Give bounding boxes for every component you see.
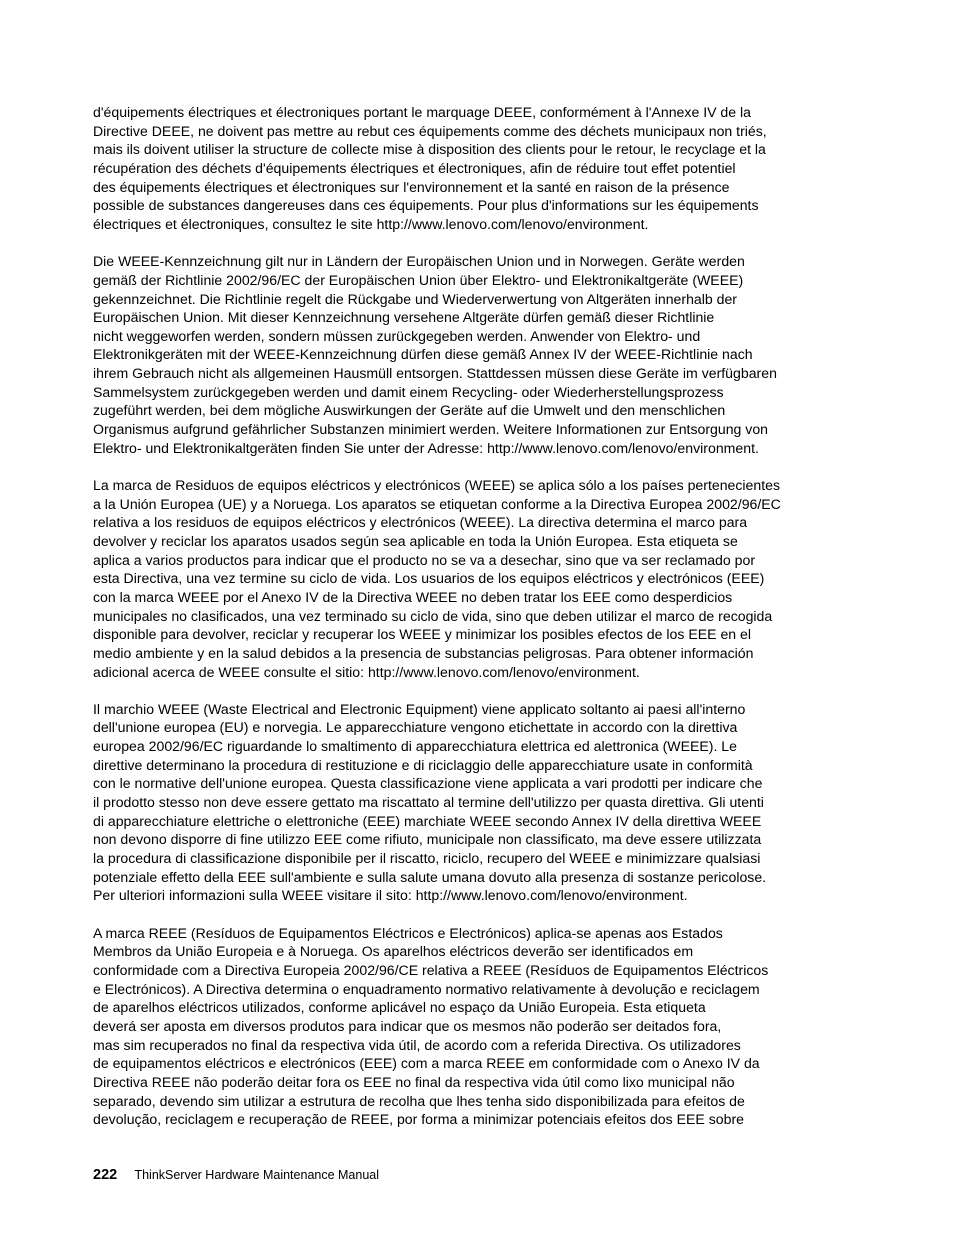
text-line: Sammelsystem zurückgegeben werden und damit einem Recycling- oder Wiederherstellungsprozess <box>93 383 724 400</box>
page-number: 222 <box>93 1167 118 1183</box>
text-line: mais ils doivent utiliser la structure de collecte mise à disposition des clients pour le retour, le recyclage et la <box>93 141 766 158</box>
text-line: de aparelhos eléctricos utilizados, conforme aplicável no espaço da União Europeia. Esta etiqueta <box>93 999 706 1016</box>
text-line: esta Directiva, una vez termine su ciclo de vida. Los usuarios de los equipos eléctricos y electrónicos (EEE) <box>93 570 765 587</box>
text-line: separado, devendo sim utilizar a estrutura de recolha que lhes tenha sido disponibilizada para efeitos de <box>93 1092 745 1109</box>
text-line: gekennzeichnet. Die Richtlinie regelt die Rückgabe und Wiederverwertung von Altgeräten innerhalb der <box>93 290 737 307</box>
text-line: con le normative dell'unione europea. Questa classificazione viene applicata a vari prodotti per indicare che <box>93 775 763 792</box>
text-line: conformidade com a Directiva Europeia 2002/96/CE relativa a REEE (Resíduos de Equipamentos Eléctricos <box>93 961 769 978</box>
text-line: dell'unione europea (EU) e norvegia. Le apparecchiature vengono etichettate in accordo con la direttiva <box>93 719 738 736</box>
text-line: nicht weggeworfen werden, sondern müssen zurückgegeben werden. Anwender von Elektro- und <box>93 327 701 344</box>
text-line: Europäischen Union. Mit dieser Kennzeichnung versehene Altgeräte dürfen gemäß dieser Richtlinie <box>93 309 715 326</box>
document-body <box>93 103 848 1147</box>
text-line: adicional acerca de WEEE consulte el sitio: http://www.lenovo.com/lenovo/environment. <box>93 663 640 680</box>
text-line: Elektronikgeräten mit der WEEE-Kennzeichnung dürfen diese gemäß Annex IV der WEEE-Richtlinie nach <box>93 346 753 363</box>
text-line: devolver y reciclar los aparatos usados según sea aplicable en toda la Unión Europea. Esta etiqueta se <box>93 532 738 549</box>
text-line: il prodotto stesso non deve essere gettato ma riscattato al termine dell'utilizzo per quasta direttiva. Gli utenti <box>93 794 764 811</box>
text-line: récupération des déchets d'équipements électriques et électroniques, afin de réduire tout effet potentiel <box>93 159 736 176</box>
text-line: mas sim recuperados no final da respectiva vida útil, de acordo com a referida Directiva. Os utilizadores <box>93 1036 741 1053</box>
paragraph-german <box>93 252 848 457</box>
text-line: e Electrónicos). A Directiva determina o enquadramento normativo relativamente à devolução e reciclagem <box>93 980 760 997</box>
text-line: medio ambiente y en la salud debidos a la presencia de substancias peligrosas. Para obtener información <box>93 644 754 661</box>
text-line: A marca REEE (Resíduos de Equipamentos Eléctricos e Electrónicos) aplica-se apenas aos Estados <box>93 924 723 941</box>
text-line: Elektro- und Elektronikaltgeräten finden Sie unter der Adresse: http://www.lenovo.com/lenovo/environment. <box>93 439 759 456</box>
text-line: Directiva REEE não poderão deitar fora os EEE no final da respectiva vida útil como lixo municipal não <box>93 1073 735 1090</box>
text-line: di apparecchiature elettriche o elettroniche (EEE) marchiate WEEE secondo Annex IV della direttiva WEEE <box>93 812 762 829</box>
text-line: d'équipements électriques et électroniques portant le marquage DEEE, conformément à l'Annexe IV de la <box>93 104 751 120</box>
text-line: relativa a los residuos de equipos eléctricos y electrónicos (WEEE). La directiva determina el marco para <box>93 514 748 531</box>
text-line: Membros da União Europeia e à Noruega. Os aparelhos eléctricos deverão ser identificados em <box>93 943 694 960</box>
text-line: électriques et électroniques, consultez le site http://www.lenovo.com/lenovo/environment. <box>93 215 649 232</box>
text-line: potenziale effetto della EEE sull'ambiente e sulla salute umana dovuto alla presenza di sostanze pericolose. <box>93 868 767 885</box>
paragraph-spanish <box>93 476 848 681</box>
paragraph-french <box>93 103 848 234</box>
text-line: disponible para devolver, reciclar y recuperar los WEEE y minimizar los posibles efectos de los EEE en el <box>93 626 752 643</box>
text-line: direttive determinano la procedura di restituzione e di riciclaggio delle apparecchiature usate in conformità <box>93 756 753 773</box>
text-line: Per ulteriori informazioni sulla WEEE visitare il sito: http://www.lenovo.com/lenovo/environment. <box>93 887 688 904</box>
paragraph-portuguese <box>93 924 848 1129</box>
text-line: Il marchio WEEE (Waste Electrical and Electronic Equipment) viene applicato soltanto ai paesi all'interno <box>93 700 746 717</box>
text-line: deverá ser aposta em diversos produtos para indicar que os mesmos não poderão ser deitados fora, <box>93 1017 722 1034</box>
text-line: la procedura di classificazione disponibile per il riscatto, riciclo, recupero del WEEE e minimizzare qualsiasi <box>93 850 761 867</box>
text-line: a la Unión Europea (UE) y a Noruega. Los aparatos se etiquetan conforme a la Directiva Europea 2002/96/EC <box>93 495 781 512</box>
text-line: Die WEEE-Kennzeichnung gilt nur in Ländern der Europäischen Union und in Norwegen. Geräte werden <box>93 253 745 270</box>
text-line: La marca de Residuos de equipos eléctricos y electrónicos (WEEE) se aplica sólo a los países pertenecientes <box>93 477 781 493</box>
text-line: municipales no clasificados, una vez terminado su ciclo de vida, sino que deben utilizar el marco de recogida <box>93 607 773 624</box>
text-line: gemäß der Richtlinie 2002/96/EC der Europäischen Union über Elektro- und Elektronikaltgeräte (WEEE) <box>93 271 744 288</box>
text-line: ihrem Gebrauch nicht als allgemeinen Hausmüll entsorgen. Stattdessen müssen diese Geräte im verfügbaren <box>93 365 777 382</box>
text-line: aplica a varios productos para indicar que el producto no se va a desechar, sino que va ser reclamado por <box>93 551 756 568</box>
text-line: des équipements électriques et électroniques sur l'environnement et la santé en raison de la présence <box>93 178 730 195</box>
text-line: non devono disporre di fine utilizzo EEE come rifiuto, municipale non classificato, ma deve essere utilizzata <box>93 831 762 848</box>
text-line: Directive DEEE, ne doivent pas mettre au rebut ces équipements comme des déchets municipaux non triés, <box>93 122 767 139</box>
text-line: europea 2002/96/EC riguardande lo smaltimento di apparecchiatura elettrica ed alettronica (WEEE). Le <box>93 738 737 755</box>
page-footer <box>93 1166 379 1184</box>
text-line: de equipamentos eléctricos e electrónicos (EEE) com a marca REEE em conformidade com o Anexo IV da <box>93 1055 760 1072</box>
text-line: devolução, reciclagem e recuperação de REEE, por forma a minimizar potenciais efeitos dos EEE sobre <box>93 1111 744 1128</box>
text-line: possible de substances dangereuses dans ces équipements. Pour plus d'informations sur les équipements <box>93 197 759 214</box>
text-line: zugeführt werden, bei dem mögliche Auswirkungen der Geräte auf die Umwelt und den menschlichen <box>93 402 726 419</box>
text-line: con la marca WEEE por el Anexo IV de la Directiva WEEE no deben tratar los EEE como desperdicios <box>93 588 733 605</box>
manual-title: ThinkServer Hardware Maintenance Manual <box>134 1168 380 1182</box>
paragraph-italian <box>93 700 848 905</box>
text-line: Organismus aufgrund gefährlicher Substanzen minimiert werden. Weitere Informationen zur Entsorgung von <box>93 421 769 438</box>
